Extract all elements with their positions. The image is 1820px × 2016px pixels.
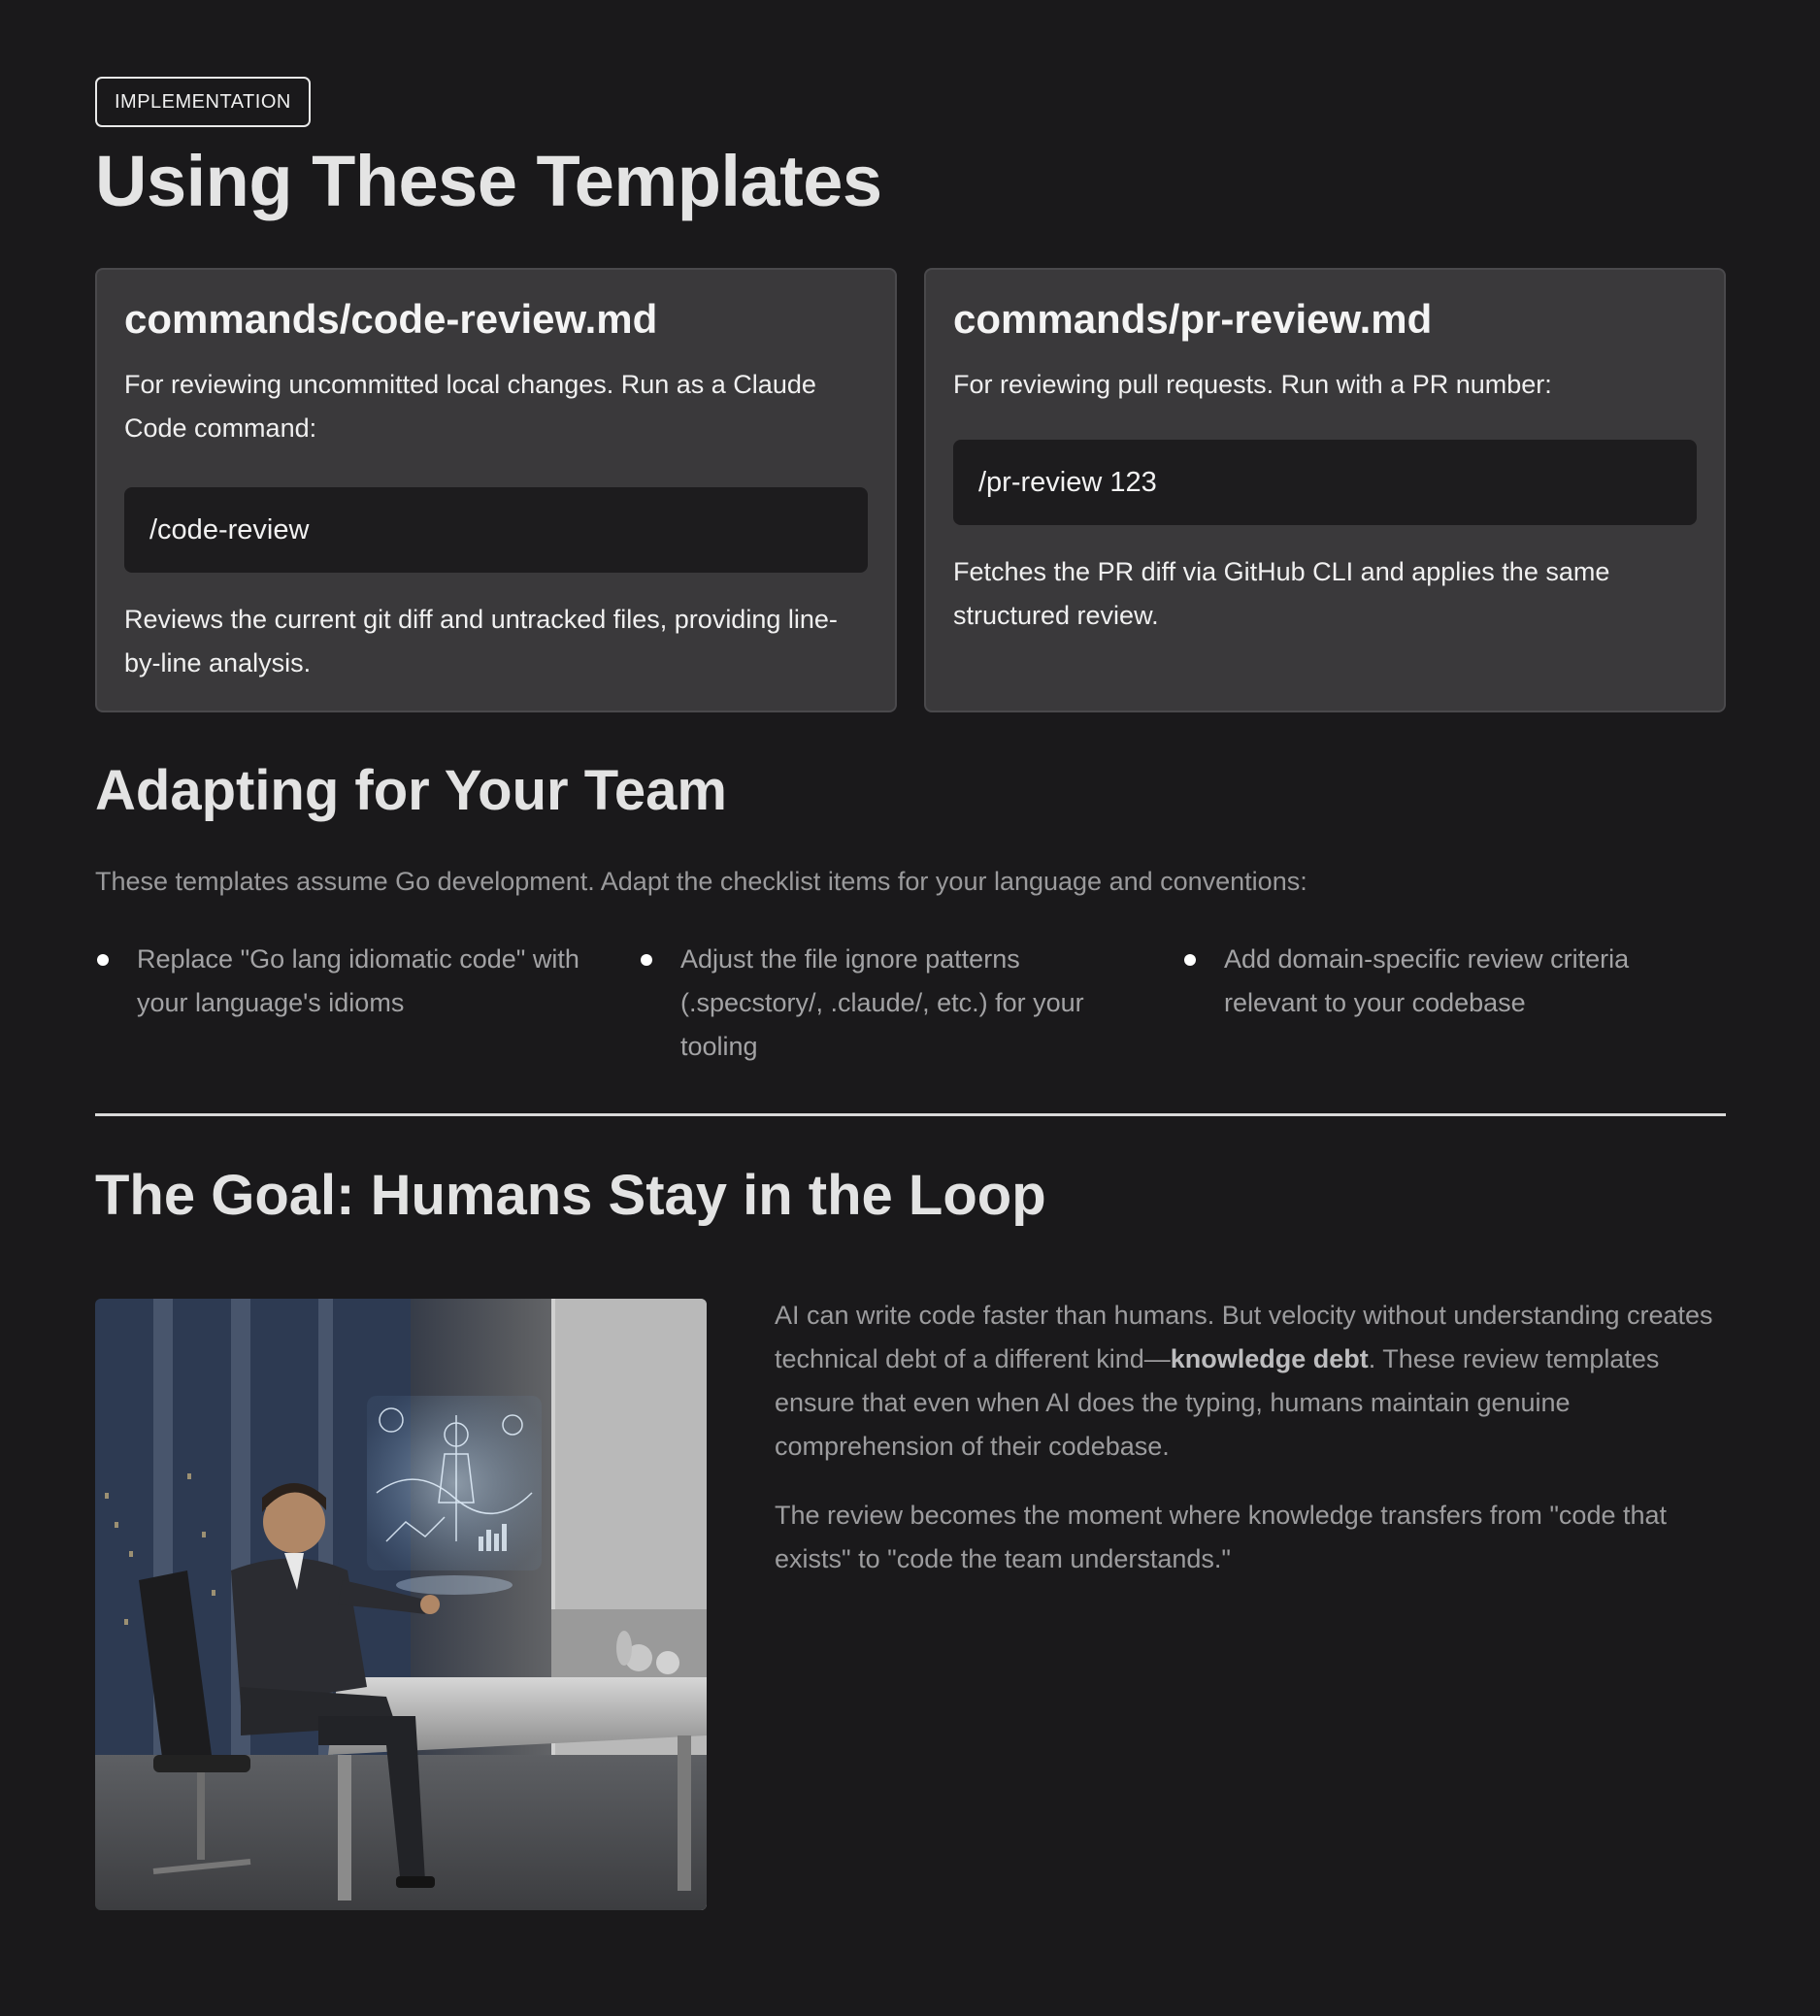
bullet-icon [641,954,652,966]
list-item-text: Replace "Go lang idiomatic code" with your language's idioms [137,944,579,1017]
card-description: For reviewing pull requests. Run with a PR number: [953,370,1552,400]
goal-paragraph: The review becomes the moment where knowledge transfers from "code that exists" to "code the team understands." [775,1501,1668,1573]
goal-text [775,1294,1726,1606]
adapting-intro: These templates assume Go development. Adapt the checklist items for your language and conventions: [95,867,1307,896]
pr-review-card [924,268,1726,712]
card-note: Reviews the current git diff and untracked files, providing line-by-line analysis. [124,605,838,678]
emphasis-text: knowledge debt [1170,1344,1369,1373]
adapting-list [95,938,1726,1069]
office-ai-hologram-image [95,1299,707,1910]
card-note: Fetches the PR diff via GitHub CLI and applies the same structured review. [953,557,1610,631]
goal-heading: The Goal: Humans Stay in the Loop [95,1164,1046,1227]
card-title: commands/pr-review.md [953,296,1433,342]
card-description: For reviewing uncommitted local changes. Run as a Claude Code command: [124,370,816,444]
goal-paragraph [775,1294,1726,1469]
section-tag: IMPLEMENTATION [95,77,311,127]
section-divider [95,1113,1726,1116]
code-block[interactable]: /code-review [124,487,868,573]
list-item-text: Add domain-specific review criteria relevant to your codebase [1224,944,1630,1017]
paragraph-text: AI can write code faster than humans. But velocity without understanding creates technical debt of a different kind— [775,1301,1713,1373]
list-item [639,938,1182,1069]
card-title: commands/code-review.md [124,296,658,342]
bullet-icon [97,954,109,966]
list-item-text: Adjust the file ignore patterns (.specstory/, .claude/, etc.) for your tooling [680,944,1084,1061]
page-title: Using These Templates [95,141,882,221]
adapting-heading: Adapting for Your Team [95,759,727,822]
code-block[interactable]: /pr-review 123 [953,440,1697,525]
list-item [95,938,639,1069]
bullet-icon [1184,954,1196,966]
code-review-card [95,268,897,712]
list-item [1182,938,1726,1069]
paragraph-text: . These review templates ensure that even when AI does the typing, humans maintain genuine comprehension of their codebase. [775,1344,1660,1461]
